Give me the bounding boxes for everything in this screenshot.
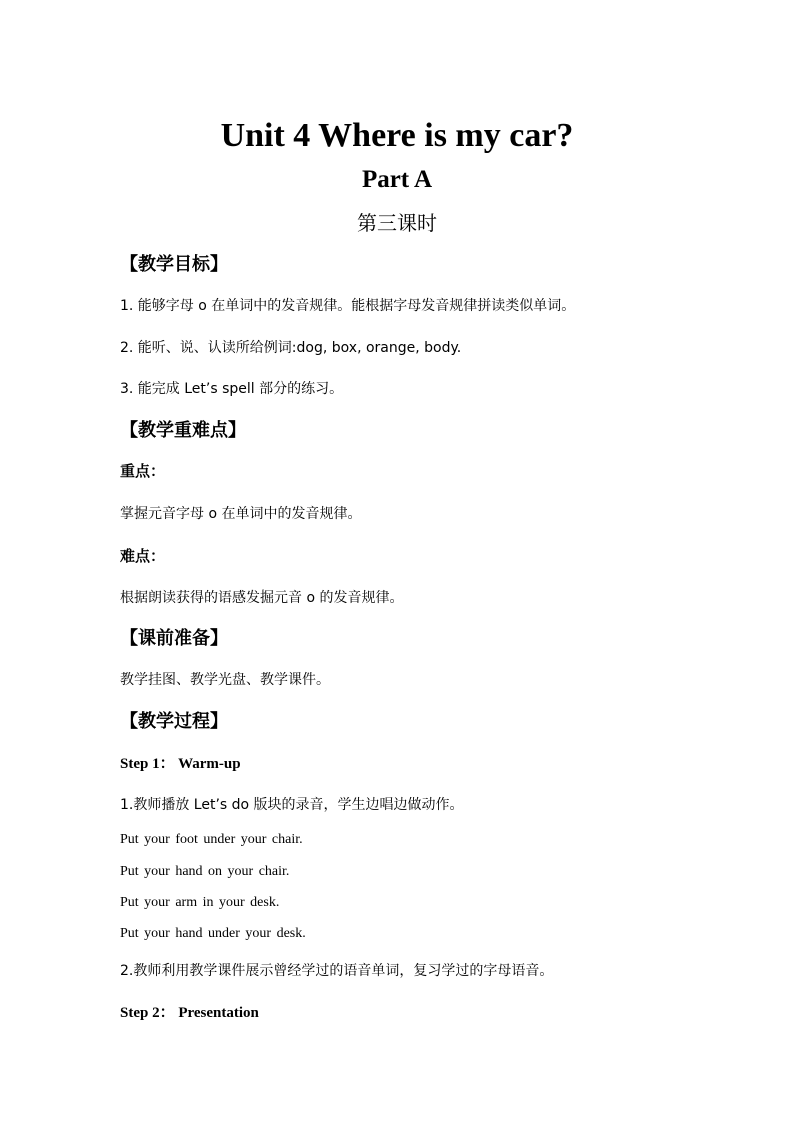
process-heading: 【教学过程】 xyxy=(120,711,228,732)
document-subtitle: Part A xyxy=(361,166,433,193)
chant-line: Put your hand on your chair. xyxy=(120,864,290,879)
step-1-item-2: 2.教师利用教学课件展示曾经学过的语音单词，复习学过的字母语音。 xyxy=(120,963,554,979)
objective-item-3: 3. 能完成 Let’s spell 部分的练习。 xyxy=(120,381,344,397)
chant-line: Put your hand under your desk. xyxy=(120,926,306,941)
step-1-item-1: 1.教师播放 Let’s do 版块的录音，学生边唱边做动作。 xyxy=(120,797,464,813)
key-points-heading: 【教学重难点】 xyxy=(120,420,246,441)
preparation-text: 教学挂图、教学光盘、教学课件。 xyxy=(120,672,330,688)
difficulty-text: 根据朗读获得的语感发掘元音 o 的发音规律。 xyxy=(120,590,404,606)
focus-label: 重点： xyxy=(120,462,166,480)
difficulty-label: 难点： xyxy=(120,547,166,565)
step-1-title: Step 1： Warm-up xyxy=(120,756,241,772)
chant-line: Put your foot under your chair. xyxy=(120,832,303,847)
objective-item-2: 2. 能听、说、认读所给例词:dog, box, orange, body. xyxy=(120,340,462,356)
document-title: Unit 4 Where is my car? xyxy=(220,117,574,154)
focus-text: 掌握元音字母 o 在单词中的发音规律。 xyxy=(120,506,362,522)
step-2-title: Step 2： Presentation xyxy=(120,1005,259,1021)
objective-item-1: 1. 能够字母 o 在单词中的发音规律。能根据字母发音规律拼读类似单词。 xyxy=(120,298,576,314)
chant-line: Put your arm in your desk. xyxy=(120,895,280,910)
preparation-heading: 【课前准备】 xyxy=(120,628,228,649)
lesson-number: 第三课时 xyxy=(357,211,437,235)
objectives-heading: 【教学目标】 xyxy=(120,254,228,275)
